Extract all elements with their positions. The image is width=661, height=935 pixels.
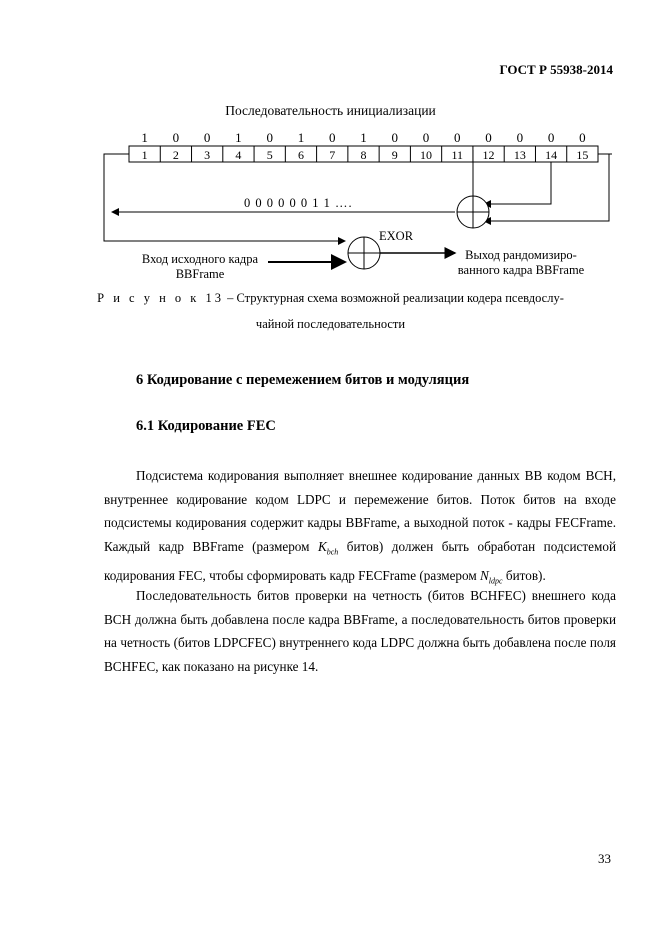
output-label bbox=[436, 248, 606, 278]
register-cell-4: 4 bbox=[235, 148, 242, 162]
input-label bbox=[120, 252, 280, 282]
paragraph-text: битов) должен быть обработан подсистемой кодирования FEC, чтобы сформировать кадр FECFrame (размером bbox=[104, 538, 617, 583]
register-cell-9: 9 bbox=[391, 148, 398, 162]
diagram-lines bbox=[0, 0, 661, 340]
register-cell-3: 3 bbox=[204, 148, 211, 162]
init-bit-14: 0 bbox=[547, 130, 555, 145]
output-sequence: 0 0 0 0 0 0 1 1 …. bbox=[244, 196, 353, 210]
subsection-heading: 6.1 Кодирование FEC bbox=[136, 418, 276, 434]
init-bit-2: 0 bbox=[172, 130, 180, 145]
document-header: ГОСТ Р 55938-2014 bbox=[499, 62, 613, 77]
page-number: 33 bbox=[598, 851, 611, 866]
figure-caption-line2: чайной последовательности bbox=[255, 317, 406, 331]
init-bit-13: 0 bbox=[516, 130, 524, 145]
init-bit-7: 0 bbox=[328, 130, 336, 145]
paragraph-parity-bits: Последовательность битов проверки на четность (битов BCHFEC) внешнего кода BCH должна быть добавлена после кадра BBFrame, а последовательность битов проверки на четность (битов LDPCFEC) внутреннего кода LDPC должна быть добавлена после поля BCHFEC, как показано на рисунке 14. bbox=[104, 588, 616, 674]
init-bit-9: 0 bbox=[391, 130, 398, 145]
register-cell-7: 7 bbox=[329, 148, 336, 162]
register-cell-8: 8 bbox=[360, 148, 367, 162]
init-bit-10: 0 bbox=[422, 130, 430, 145]
init-bit-8: 1 bbox=[360, 130, 367, 145]
register-cell-1: 1 bbox=[141, 148, 148, 162]
init-bit-4: 1 bbox=[235, 130, 242, 145]
init-bit-12: 0 bbox=[485, 130, 492, 145]
scrambler-diagram bbox=[0, 0, 661, 340]
paragraph-text: Подсистема кодирования выполняет внешнее кодирование данных BB кодом BCH, внутреннее кодирование кодом LDPC и перемежение битов. Поток битов на входе подсистемы кодирования содержит кадры BBFrame, а выходной поток - кадры FECFrame. Каждый кадр BBFrame (размером bbox=[104, 468, 616, 554]
init-bits-row bbox=[129, 130, 598, 146]
exor-label: EXOR bbox=[379, 229, 414, 243]
figure-caption-prefix: Р и с у н о к 13 bbox=[97, 291, 224, 305]
section-heading: 6 Кодирование с перемежением битов и модуляция bbox=[136, 372, 470, 388]
tap-15-arrow bbox=[484, 154, 609, 221]
register-cell-6: 6 bbox=[297, 148, 304, 162]
register-cell-10: 10 bbox=[420, 148, 433, 162]
init-bit-11: 0 bbox=[454, 130, 461, 145]
register-cell-5: 5 bbox=[266, 148, 273, 162]
output-label-line2: ванного кадра BBFrame bbox=[457, 263, 585, 277]
register-cell-15: 15 bbox=[576, 148, 589, 162]
figure-caption bbox=[0, 291, 661, 306]
register-cell-2: 2 bbox=[172, 148, 179, 162]
init-bit-1: 1 bbox=[141, 130, 148, 145]
input-label-line1: Вход исходного кадра bbox=[141, 252, 259, 266]
init-bit-15: 0 bbox=[579, 130, 586, 145]
paragraph-text: битов). bbox=[502, 567, 546, 583]
register-cell-13: 13 bbox=[513, 148, 526, 162]
init-bit-6: 1 bbox=[297, 130, 305, 145]
tap-14-arrow bbox=[484, 162, 551, 204]
n-ldpc-symbol: $N_{ldpc}$ bbox=[480, 567, 503, 586]
register-cell-11: 11 bbox=[451, 148, 464, 162]
output-label-line1: Выход рандомизиро- bbox=[465, 248, 577, 262]
k-bch-symbol: $K_{bch}$ bbox=[317, 538, 339, 557]
paragraph-fec-overview bbox=[104, 464, 616, 593]
figure-caption-text: – Структурная схема возможной реализации кодера псевдослу- bbox=[223, 291, 564, 305]
init-bit-3: 0 bbox=[203, 130, 211, 145]
register-cell-12: 12 bbox=[482, 148, 495, 162]
init-bit-5: 0 bbox=[266, 130, 273, 145]
input-label-line2: BBFrame bbox=[175, 267, 225, 281]
init-sequence-title: Последовательность инициализации bbox=[225, 103, 436, 118]
register-cell-14: 14 bbox=[545, 148, 558, 162]
